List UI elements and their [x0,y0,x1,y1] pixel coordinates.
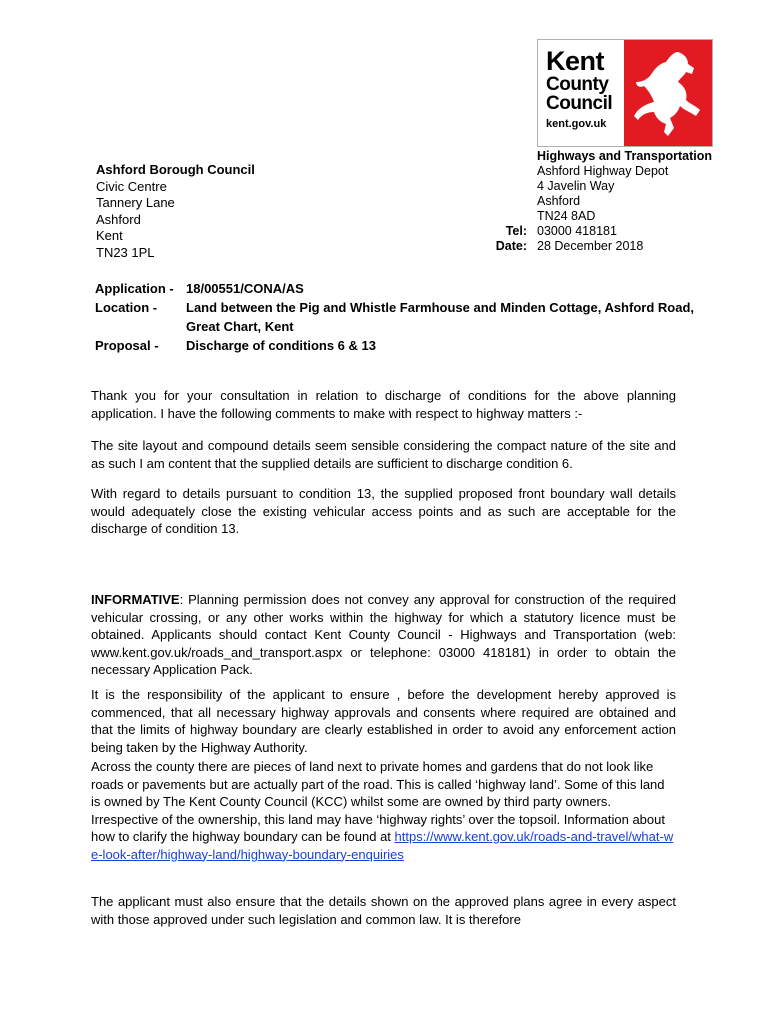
logo-text [546,48,612,130]
sender-tel [505,224,712,239]
logo-red-panel [624,40,712,146]
application-label: Application - [95,281,174,296]
invicta-horse-icon [628,46,708,142]
location-value: Land between the Pig and Whistle Farmhouse and Minden Cottage, Ashford Road, Great Chart, Kent [186,300,694,334]
paragraph-approved-plans: The applicant must also ensure that the details shown on the approved plans agree in every aspect with those approved under such legislation and common law. It is therefore [91,894,676,927]
date-label: Date: [495,239,527,253]
highway-boundary-link[interactable]: https://www.kent.gov.uk/roads-and-travel/what-we-look-after/highway-land/highway-boundary-enquiries [91,829,674,862]
paragraph-site-layout: The site layout and compound details seem sensible considering the compact nature of the site and as such I am content that the supplied details are sufficient to discharge condition 6. [91,438,676,471]
location-label: Location - [95,300,158,315]
sender-line: Ashford Highway Depot [537,164,669,178]
sender-address [495,149,713,254]
logo-council: Council [546,93,613,114]
recipient-line: Tannery Lane [96,195,175,210]
application-row [95,279,696,298]
recipient-name: Ashford Borough Council [96,162,255,177]
reference-block [95,279,696,355]
sender-line: 4 Javelin Way [537,179,615,193]
tel-label: Tel: [505,224,527,238]
recipient-address [96,162,255,261]
paragraph-highway-land [91,758,676,863]
sender-line: Ashford [537,194,581,208]
highway-land-text: Across the county there are pieces of land next to private homes and gardens that do not look like roads or pavements but are actually part of the road. This is called ‘highway land’. Some of this land is owned by The Kent County Council (KCC) whilst some are owned by third party owners. Irrespective of the ownership, this land may have ‘highway rights’ over the topsoil. Information about how to clarify the highway boundary can be found at [91,759,665,844]
application-value: 18/00551/CONA/AS [186,281,304,296]
recipient-line: Ashford [96,211,141,227]
logo-url: kent.gov.uk [546,118,607,130]
proposal-value: Discharge of conditions 6 & 13 [186,338,376,353]
informative-text: : Planning permission does not convey any approval for construction of the required vehicular crossing, or any other works within the highway for which a statutory licence must be obtained. Applicants should contact Kent County Council - Highways and Transportation (web: www.kent.gov.uk/roads_and_transport.aspx or telephone: 03000 418181) in order to obtain the necessary Application Pack. [91,592,676,677]
proposal-row [95,336,696,355]
location-row [95,298,696,336]
informative-label: INFORMATIVE [91,592,180,607]
proposal-label: Proposal - [95,338,159,353]
recipient-line: TN23 1PL [96,244,155,260]
date-value: 28 December 2018 [537,239,644,253]
logo-kent: Kent [546,46,604,76]
paragraph-informative [91,591,676,679]
letter-date [495,239,712,254]
kcc-logo [537,39,713,147]
logo-county: County [546,74,609,95]
paragraph-responsibility: It is the responsibility of the applicant to ensure , before the development hereby approved is commenced, that all necessary highway approvals and consents where required are obtained and that the limits of highway boundary are clearly established in order to avoid any enforcement action being taken by the Highway Authority. [91,687,676,755]
sender-department: Highways and Transportation [537,149,713,163]
tel-value: 03000 418181 [537,224,617,238]
paragraph-consultation: Thank you for your consultation in relation to discharge of conditions for the above planning application. I have the following comments to make with respect to highway matters :- [91,388,676,421]
paragraph-condition-13: With regard to details pursuant to condition 13, the supplied proposed front boundary wall details would adequately close the existing vehicular access points and as such are acceptable for the discharge of condition 13. [91,486,676,536]
recipient-line: Civic Centre [96,178,167,194]
recipient-line: Kent [96,228,123,243]
sender-line: TN24 8AD [537,209,596,223]
